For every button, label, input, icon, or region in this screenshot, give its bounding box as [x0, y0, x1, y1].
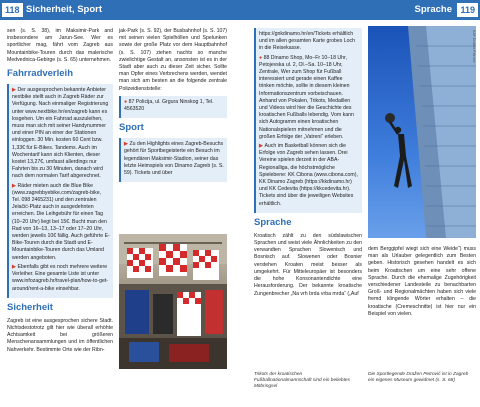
left-page-number: 118 — [2, 3, 23, 17]
bullet-icon: ▶ — [259, 143, 265, 150]
sport-paragraph: Zu den Highlights eines Zagreb-Besuchs gehört für Sportbegeisterte ein Besuch im legendären Maksimir-Stadion, seiner das letzte Heimspiels von Dinamo Zagreb (s. S. 59). Tickets und über — [124, 141, 224, 177]
page-header-bar — [0, 0, 480, 20]
football-shirts-illustration — [119, 234, 227, 369]
tip-other-rentals: ▶ Ebenfalls gibt es noch mehrere weitere Verleiher. Eine gesamte Liste ist unter www.infozagreb.hr/travel-plan/how-to-get-around/rent-a-bike einsehbar. — [12, 263, 109, 292]
caption-petrovic-statue: Die Sportlegende Dražen Petrović ist in Zagreb ein eigenes Museum gewidmet (s. S. 68) — [368, 372, 469, 383]
sport-tip-box — [119, 138, 227, 182]
left-page-column-2 — [119, 28, 227, 186]
heading-sport: Sport — [119, 122, 144, 134]
shop-marker-icon: ● — [259, 54, 264, 61]
tip-basketball: ▶ Auch im Basketball können sich die Erfolge von Zagreb sehen lassen. Drei Vereine spielen derzeit in der ABA-Regionalliga, die höchstmögliche Spielebene: KK Cibona (www.cibona.com), KK Dinamo Zagreb (https://kkdinamo.hr) und KK Cedevita (https://kkcedevita.hr). Tickets sind über die jeweiligen Websites erhältlich. — [259, 143, 358, 207]
dinamo-tips — [254, 28, 362, 213]
language-paragraph: Kroatisch zählt zu den südslawischen Sprachen und weist viele Ähnlichkeiten zu den verwandten Sprachen Slowenisch und Bosnisch auf. Slowenen oder Bosnier verstehen Kroaten meist besser als umgekehrt. Für Mitteleuropäer ist besonders die hohe Konsonantendichte eine Herausforderung. Der bekannte kroatische Zungenbrecher „Na vrh brda vrba mrda“ („Auf — [254, 232, 362, 297]
bullet-icon: ▶ — [12, 263, 18, 270]
caption-football-shirts: Trikots der kroatischen Fußballnationalmannschaft sind ein beliebtes Mitbringsel — [254, 372, 350, 389]
tip-blue-bike: ▶ Räder mieten auch die Blue Bike (www.zagrebbyebike.com/zagreb-bike, Tel. 098 2465231) und den zentralen Jelačić-Platz auch in ausgedehnten erreichen. Die Leihgebühr für einen Tag (10–20 Uhr) liegt bei 15€. Bucht man den Rad von 16–13, 13–17 oder 17–20 Uhr, werden jeweils 10€ fällig. Auch geführte E-Bike-Touren durch die Stadt und E-Mountainbike-Touren durch das Umland werden angeboten. — [12, 182, 110, 261]
police-info-box — [119, 96, 227, 118]
left-page-column-1 — [7, 28, 113, 357]
photo-football-shirts — [119, 234, 227, 369]
language-continued-paragraph: dem Berggipfel wiegt sich eine Weide“) muss man als Urlauber gelegentlich zum Besten geben. Historisch gesehen handelt es sich beim Kroatischen um eine sehr offene Sprache. Durch die ehemalige Zugehörigkeit verschiedener Landesteile zu benachbarten Groß- und Regionalmächten haben sich viele fremd klingende Wörter erhalten – die kroatische (Cremeschnitte) ist hier nur ein Beispiel von vielen. — [368, 246, 476, 317]
right-page-number: 119 — [457, 3, 478, 17]
heading-sicherheit: Sicherheit — [7, 301, 53, 313]
sport-intro-paragraph: sen (s. S. 38), im Maksimir-Park and insbesondere am Jarun-See. Wer es sportlicher mag, fährt vom Zagreb aus Mountainbike-Touren durch das malerische Medvednica-Gebirge (s. S. 65) unternehmen. — [7, 28, 113, 63]
police-marker-icon: ● — [124, 98, 129, 105]
tip-nextbike: ▶ Der ausgesprochen bekannte Anbieter nextbike stellt auch in Zagreb Räder zur Verfügung. Nach einmaliger Registrierung unter www.nextbike.hr/en/zagreb kann es losgehen. Um ein Fahrrad auszuleihen, muss man sich mit seiner Handynummer und einer PIN an einer der Stationen einloggen. 30 Min. kosten 60 Cent bzw. 1,33€ für E-Bikes. Tandems. Auch im Wochentarif kann sich Klienten, dieser kostet 13,27€, umfasst allerdings nur Fahrten bis zu 30 Minuten, danach wird nach dem normalen Tarif abgerechnet. — [12, 87, 109, 180]
right-page-column-2 — [368, 246, 476, 321]
bullet-icon: ▶ — [12, 87, 18, 94]
bullet-icon: ▶ — [12, 182, 18, 189]
photo-credit: KAP Dražen Petrović — [472, 30, 476, 63]
safety-continued-paragraph: jak-Park (s. S. 92), der Busbahnhof (s. S. 107) mit seinen vielen Spielhöllen und Spelunken sowie der große Platz vor dem Hauptbahnhof (s. S. 107) ziehen nachts so manche zwielichtige Gestalt an, ansonsten ist es in der Stadt aber auch zu dieser Zeit sicher. Sollte man Opfer eines Verbrechens werden, wendet man sich am besten an die folgende zentrale Polizeidienststelle: — [119, 28, 227, 92]
tower-statue-illustration — [368, 26, 476, 238]
heading-sprache: Sprache — [254, 216, 292, 228]
police-address: 87 Policija, ul. Grgura Ninskog 1, Tel. 4563520 — [124, 98, 214, 113]
photo-petrovic-statue — [368, 26, 476, 238]
left-running-title: Sicherheit, Sport — [26, 4, 103, 15]
safety-paragraph: Zagreb ist eine ausgesprochen sichere Stadt. Nichtsdestotrotz gilt hier wie überall erhöhte Achtsamkeit bei größeren Menschenansammlungen und im öffentlichen Nahverkehr. Bestimmte Orte wie der Ribn- — [7, 317, 113, 353]
right-running-title: Sprache — [414, 4, 452, 15]
tip-tickets: https://gnkdinamo.hr/en/Tickets erhältlich und im allen gesamten Karte grobes Loch in die Reisekasse. — [259, 31, 356, 52]
bike-rental-tips — [7, 84, 113, 298]
heading-fahrradverleih: Fahrradverleih — [7, 68, 73, 80]
right-page-column-1 — [254, 28, 362, 301]
bullet-icon: ▶ — [124, 141, 130, 148]
tip-dinamo-shop: ● 88 Dinamo Shop, Mo–Fr 10–18 Uhr, Petojevska ul. 2, Ol.–Sa. 10–18 Uhr, Zentrale, Wer zum Shop für Fußball interessiert und gerade einen Kaffee trinken möchte, sollte in diesem kleinen Informationszentrum vorbeischauen. Anhand von Pokalen, Trikots, Medaillen und Videos wird hier die Geschichte des kroatischen Fußballs lebendig. Vom kann sich Autogramm einen kroatischen Nationalspielern mitnehmen und die großen Erfolge der „Vatreni“ erleben. — [259, 54, 354, 140]
